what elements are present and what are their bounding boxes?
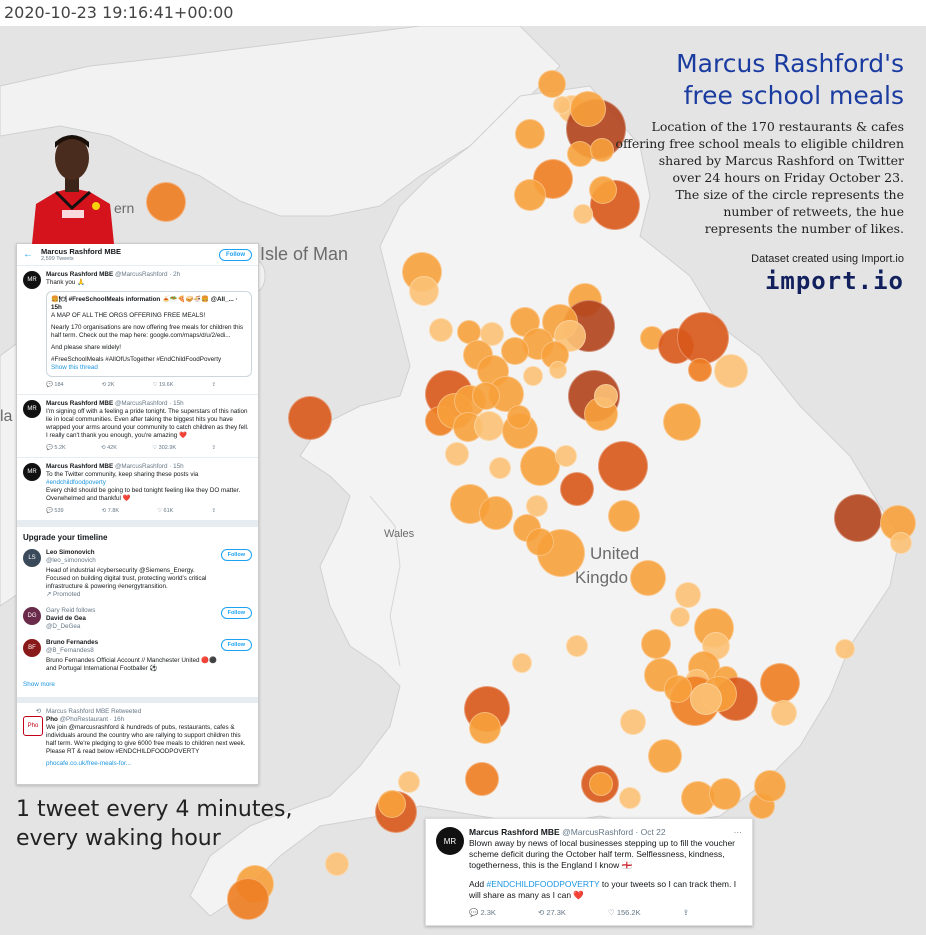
follow-button[interactable]: Follow [221,549,252,561]
reply-icon[interactable]: 💬 2.3K [469,908,496,917]
restaurant-marker[interactable] [409,276,439,306]
restaurant-marker[interactable] [641,629,671,659]
tagline [16,795,292,853]
quote-hashtags: #FreeSchoolMeals #AllOfUsTogether #EndChildFoodPoverty [51,356,222,363]
tweet-handle: @MarcusRashford · 15h [114,400,184,407]
account-bio: Head of industrial #cybersecurity @Siemens_Energy. Focused on building digital trust, protecting world's critical infrastructure & powering #energytransition. [46,567,207,590]
account-name[interactable]: Leo Simonovich [46,549,95,556]
description-line: number of retweets, the hue [723,204,904,219]
retweet-icon: ⟲ [35,708,41,715]
reply-count: 539 [54,508,64,514]
twitter-timeline-panel[interactable] [16,243,259,785]
avatar[interactable]: LS [23,549,41,567]
retweet-count: 27.3K [546,908,566,917]
tweet-text: Blown away by news of local businesses stepping up to fill the voucher scheme deficit during the October half term. Selflessness, kindness, togetherness, this is the England I know 🏴󠁧󠁢󠁥󠁮󠁧󠁿 [469,838,736,870]
restaurant-marker[interactable] [514,179,546,211]
restaurant-marker[interactable] [526,528,554,556]
tweet-text: I'm signing off with a feeling a pride tonight. The superstars of this nation lie in local communities. Even after taking the biggest hits you have wrapped your arms around your community to catch children as they fell. I really can't thank you enough, you're amazing ❤️ [46,408,249,439]
account-handle: @D_DeGea [46,623,81,630]
tweet-count: 2,599 Tweets [41,256,74,262]
restaurant-marker[interactable] [325,852,349,876]
restaurant-marker[interactable] [619,787,641,809]
restaurant-marker[interactable] [570,91,606,127]
reply-icon[interactable]: 💬 184 [46,382,64,388]
player-photo [22,126,124,244]
restaurant-marker[interactable] [590,138,614,162]
hashtag-link[interactable]: #ENDCHILDFOODPOVERTY [486,879,600,889]
account-name[interactable]: Bruno Fernandes [46,639,99,646]
restaurant-marker[interactable] [472,382,500,410]
tweet-text: Thank you 🙏 [46,279,85,286]
profile-header [17,244,258,266]
avatar[interactable]: MR [436,827,464,855]
follow-button[interactable]: Follow [221,639,252,651]
restaurant-marker[interactable] [573,204,593,224]
reply-icon[interactable]: 💬 5.2K [46,445,66,451]
restaurant-marker[interactable] [553,96,571,114]
restaurant-marker[interactable] [594,384,618,408]
back-arrow-icon[interactable]: ← [23,249,33,260]
retweet-count: 42K [107,445,117,451]
tagline-line: 1 tweet every 4 minutes, [16,797,293,822]
restaurant-marker[interactable] [469,712,501,744]
tweet-handle: @MarcusRashford · 15h [114,463,184,470]
suggested-account[interactable] [17,603,258,635]
like-icon[interactable]: ♡ 302.9K [152,445,177,451]
restaurant-marker[interactable] [598,441,648,491]
description-line: The size of the circle represents the [675,187,904,202]
restaurant-marker[interactable] [771,700,797,726]
suggested-account[interactable] [17,545,258,603]
restaurant-marker[interactable] [663,403,701,441]
restaurant-marker[interactable] [566,635,588,657]
title-line-2: free school meals [683,81,904,110]
share-icon[interactable]: ⇪ [682,908,689,917]
restaurant-marker[interactable] [507,405,531,429]
account-name[interactable]: David de Gea [46,615,86,622]
upgrade-timeline-title: Upgrade your timeline [23,533,108,542]
restaurant-marker[interactable] [630,560,666,596]
dataset-credit: Dataset created using Import.io [751,253,904,265]
timestamp: 2020-10-23 19:16:41+00:00 [0,0,926,26]
restaurant-marker[interactable] [664,675,692,703]
retweeted-tweet[interactable] [17,703,258,773]
follow-context: Gary Reid follows [46,607,96,614]
united-label: United [590,544,640,563]
restaurant-marker[interactable] [834,494,882,542]
like-count: 61K [163,508,174,514]
avatar[interactable]: BF [23,639,41,657]
tweet-handle: @MarcusRashford · Oct 22 [562,827,666,837]
restaurant-marker[interactable] [709,778,741,810]
avatar[interactable]: MR [23,463,41,481]
restaurant-marker[interactable] [288,396,332,440]
reply-count: 2.3K [480,908,496,917]
restaurant-marker[interactable] [648,739,682,773]
tweet-text: To the Twitter community, keep sharing these posts via [46,471,199,478]
restaurant-marker[interactable] [690,683,722,715]
description-line: represents the number of likes. [704,221,904,236]
restaurant-marker[interactable] [620,709,646,735]
description-line: over 24 hours on Friday October 23. [672,170,904,185]
retweeted-label: Marcus Rashford MBE Retweeted [46,708,142,715]
title-block [615,48,904,295]
pho-logo[interactable]: Pho [23,716,43,736]
tweet-handle: @PhoRestaurant · 16h [59,716,125,723]
restaurant-marker[interactable] [714,354,748,388]
restaurant-marker[interactable] [675,582,701,608]
restaurant-marker[interactable] [670,607,690,627]
suggested-account[interactable] [17,635,258,677]
kingdom-label: Kingdo [575,568,628,587]
tweet-text: Every child should be going to bed tonight feeling like they DO matter. Overwhelmed and thankful ❤️ [46,487,241,502]
restaurant-marker[interactable] [398,771,420,793]
tweet-author[interactable]: Marcus Rashford MBE [46,463,114,470]
featured-tweet[interactable] [425,818,753,926]
show-more-link[interactable]: Show more [17,677,258,703]
retweet-count: 7.8K [107,508,120,514]
quote-text: Nearly 170 organisations are now offering free meals for children this half term. Check out the map here: google.com/maps/d/u/2/edi... [51,324,244,339]
reply-count: 184 [54,382,64,388]
reply-count: 5.2K [54,445,66,451]
tweet-text: We join @marcusrashford & hundreds of pubs, restaurants, cafes & individuals around the country who are rallying to support children this half term. We're pledging to give 6000 free meals to children next week. Please RT & read below #ENDCHILDFOODPOVERTY [46,724,246,755]
restaurant-marker[interactable] [608,500,640,532]
wales-label: Wales [384,528,415,540]
share-icon[interactable]: ⇪ [211,508,216,514]
share-icon[interactable]: ⇪ [211,382,216,388]
like-count: 156.2K [616,908,641,917]
description-line: shared by Marcus Rashford on Twitter [658,153,904,168]
title-line-1: Marcus Rashford's [676,49,904,78]
account-bio: Bruno Fernandes Official Account // Manchester United 🔴⚫ and Portugal International Footballer ⚽ [46,657,217,672]
follow-button[interactable]: Follow [219,249,252,261]
retweet-icon[interactable]: ⟲ 7.8K [101,508,120,514]
restaurant-marker[interactable] [515,119,545,149]
profile-name: Marcus Rashford MBE [41,247,122,256]
quote-header: 🍔🍽 #FreeSchoolMeals information 🍝🥗🍕🥪🍜🍔 @All_... · 15h [51,296,238,311]
quote-text: A MAP OF ALL THE ORGS OFFERING FREE MEALS! [51,312,206,319]
tweet-text-part: Add [469,879,487,889]
retweet-icon[interactable]: ⟲ 42K [100,445,117,451]
importio-logo: import.io [764,267,904,295]
description-line: offering free school meals to eligible children [615,136,904,151]
hashtag-link[interactable]: #endchildfoodpoverty [46,479,106,486]
retweet-icon[interactable]: ⟲ 27.3K [537,908,566,917]
tweet-author[interactable]: Marcus Rashford MBE [46,271,114,278]
restaurant-marker[interactable] [227,878,269,920]
follow-button[interactable]: Follow [221,607,252,619]
isle-of-man-label: Isle of Man [260,244,349,264]
map-description [615,118,904,237]
like-count: 302.9K [158,445,177,451]
restaurant-marker[interactable] [465,762,499,796]
restaurant-marker[interactable] [445,442,469,466]
tweet[interactable] [17,266,258,395]
tweet[interactable] [17,458,258,521]
restaurant-marker[interactable] [760,663,800,703]
tweet-actions [46,507,216,515]
restaurant-marker[interactable] [378,790,406,818]
restaurant-marker[interactable] [589,176,617,204]
account-handle: @leo_simonovich [46,557,96,564]
tweet-handle: @MarcusRashford · 2h [114,271,181,278]
show-thread-link[interactable]: Show this thread [51,364,98,371]
promoted-text: Promoted [53,591,81,598]
avatar[interactable]: DG [23,607,41,625]
restaurant-marker[interactable] [589,772,613,796]
restaurant-marker[interactable] [429,318,453,342]
promoted-label: ↗ Promoted [46,591,81,598]
tweet[interactable] [17,395,258,458]
retweet-count: 2K [107,382,115,388]
share-icon[interactable]: ⇪ [211,445,216,451]
tweet-author[interactable]: Pho [46,716,58,723]
la-label: la [0,408,13,425]
tagline-line: every waking hour [16,826,221,851]
avatar[interactable]: MR [23,271,41,289]
restaurant-marker[interactable] [520,446,560,486]
restaurant-marker[interactable] [549,361,567,379]
tweet-actions [46,444,216,452]
restaurant-marker[interactable] [835,639,855,659]
tweet-actions [46,381,216,389]
restaurant-marker[interactable] [555,445,577,467]
description-line: Location of the 170 restaurants & cafes [651,119,904,134]
restaurant-marker[interactable] [560,472,594,506]
tweet-link[interactable]: phocafe.co.uk/free-meals-for... [46,760,132,767]
like-icon[interactable]: ♡ 156.2K [608,908,641,917]
reply-icon[interactable]: 💬 539 [46,508,64,514]
retweet-icon[interactable]: ⟲ 2K [101,382,115,388]
tweet-actions [469,907,689,918]
restaurant-marker[interactable] [567,141,593,167]
quote-text: And please share widely! [51,344,122,351]
restaurant-marker[interactable] [512,653,532,673]
tweet-author[interactable]: Marcus Rashford MBE [469,827,560,837]
restaurant-marker[interactable] [489,457,511,479]
like-icon[interactable]: ♡ 19.6K [152,382,174,388]
tweet-author[interactable]: Marcus Rashford MBE [46,400,114,407]
account-handle: @B_Fernandes8 [46,647,94,654]
restaurant-marker[interactable] [538,70,566,98]
avatar[interactable]: MR [23,400,41,418]
restaurant-marker[interactable] [479,496,513,530]
ern-label: ern [114,200,135,216]
more-icon[interactable]: ··· [733,827,742,837]
map-title [615,48,904,112]
restaurant-marker[interactable] [754,770,786,802]
restaurant-marker[interactable] [688,358,712,382]
tweet-text-2 [469,879,742,901]
like-count: 19.6K [158,382,174,388]
tweet-text-part: to your tweets so I can track them. I will share as many as I can ❤️ [469,879,737,900]
restaurant-marker[interactable] [474,411,504,441]
quoted-tweet[interactable] [46,291,252,377]
restaurant-marker[interactable] [523,366,543,386]
restaurant-marker[interactable] [890,532,912,554]
restaurant-marker[interactable] [146,182,186,222]
like-icon[interactable]: ♡ 61K [157,508,174,514]
